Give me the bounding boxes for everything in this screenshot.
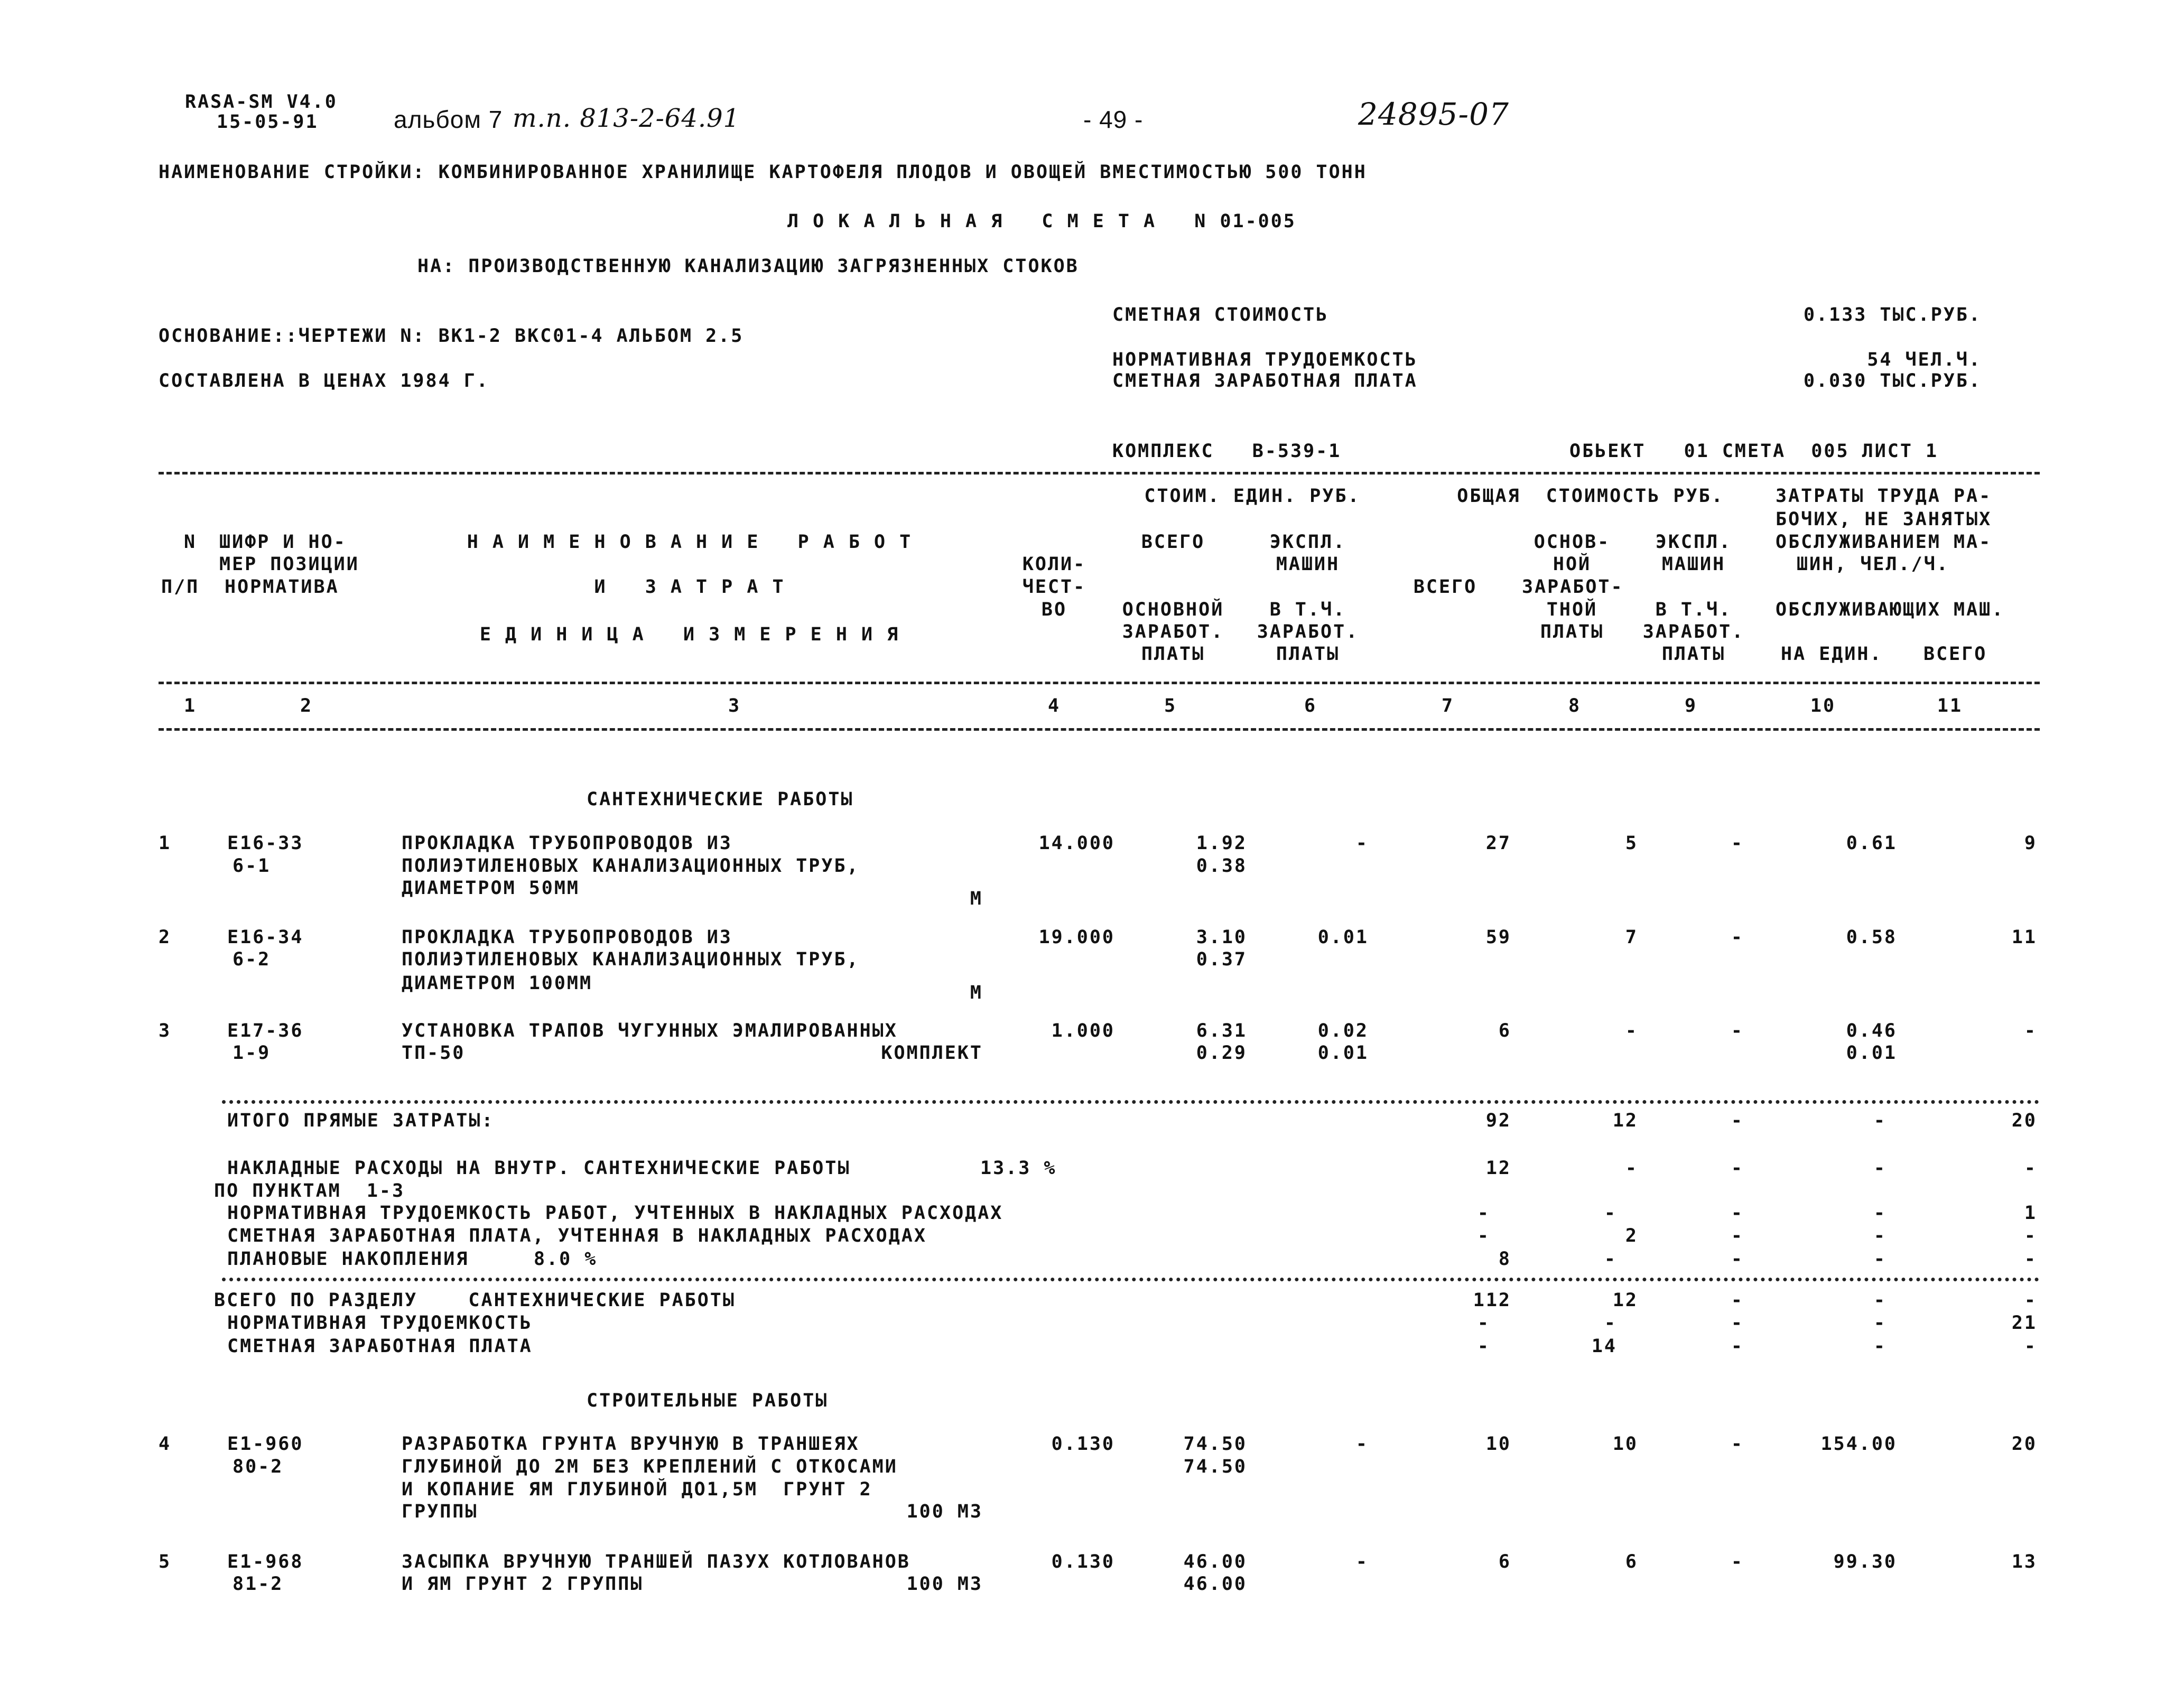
item-code: 81-2 (233, 1574, 284, 1595)
col1-header: П/П (161, 576, 200, 598)
item-wage-cost: 10 (1612, 1433, 1638, 1455)
section-total-wage: 12 (1612, 1290, 1638, 1311)
column-number: 5 (1164, 695, 1177, 716)
overhead-labor-c11: 1 (2024, 1203, 2037, 1224)
subtotal-rule (222, 1100, 2040, 1104)
numbers-bottom-rule (159, 728, 2040, 731)
column-number: 6 (1304, 695, 1317, 716)
item-name: ДИАМЕТРОМ 100ММ (402, 973, 593, 994)
overhead-labor-c7: - (1477, 1203, 1490, 1224)
overhead-labor-c8: - (1604, 1203, 1617, 1224)
item-name: ПРОКЛАДКА ТРУБОПРОВОДОВ ИЗ (402, 927, 732, 948)
item-name: ПОЛИЭТИЛЕНОВЫХ КАНАЛИЗАЦИОННЫХ ТРУБ, (402, 949, 860, 970)
col11-header: ВСЕГО (1923, 644, 1987, 665)
overhead-wage-label: СМЕТНАЯ ЗАРАБОТНАЯ ПЛАТА, УЧТЕННАЯ В НАКЛАДНЫХ РАСХОДАХ (227, 1225, 927, 1246)
summary-labor-label: НОРМАТИВНАЯ ТРУДОЕМКОСТЬ (1112, 349, 1418, 370)
savings-c11: - (2024, 1249, 2037, 1270)
section-labor-label: НОРМАТИВНАЯ ТРУДОЕМКОСТЬ (227, 1312, 533, 1334)
overhead-wage-c8: 2 (1625, 1225, 1638, 1246)
col1-header: N (183, 532, 197, 553)
overhead-scope: ПО ПУНКТАМ 1-3 (214, 1180, 405, 1202)
section-total-label: ВСЕГО ПО РАЗДЕЛУ САНТЕХНИЧЕСКИЕ РАБОТЫ (214, 1290, 736, 1311)
col2-header: ШИФР И НО- (219, 532, 347, 553)
item-unit-machines: - (1355, 1433, 1369, 1455)
section-labor-c11: 21 (2011, 1312, 2037, 1334)
item-wage-cost: - (1625, 1020, 1638, 1041)
item-number: 2 (159, 927, 172, 948)
estimate-title: Л О К А Л Ь Н А Я С М Е Т А N 01-005 (787, 211, 1296, 232)
item-name: И КОПАНИЕ ЯМ ГЛУБИНОЙ ДО1,5М ГРУНТ 2 (402, 1479, 872, 1500)
item-name: ПОЛИЭТИЛЕНОВЫХ КАНАЛИЗАЦИОННЫХ ТРУБ, (402, 855, 860, 877)
item-name: РАЗРАБОТКА ГРУНТА ВРУЧНУЮ В ТРАНШЕЯХ (402, 1433, 860, 1455)
summary-wage-value: 0.030 ТЫС.РУБ. (1803, 370, 1982, 392)
item-code: 80-2 (233, 1456, 284, 1477)
item-quantity: 1.000 (1051, 1020, 1115, 1041)
item-total-cost: 10 (1485, 1433, 1511, 1455)
overhead-labor: - (2024, 1158, 2037, 1179)
overhead-label: НАКЛАДНЫЕ РАСХОДЫ НА ВНУТР. САНТЕХНИЧЕСКИЕ РАБОТЫ (227, 1158, 851, 1179)
item-unit-wage: 74.50 (1183, 1456, 1247, 1477)
item-unit-total: 6.31 (1196, 1020, 1247, 1041)
item-number: 5 (159, 1551, 172, 1572)
header-top-rule (159, 472, 2040, 474)
section-total-labor-unit: - (1873, 1290, 1886, 1311)
prices-basis: СОСТАВЛЕНА В ЦЕНАХ 1984 Г. (159, 370, 489, 392)
item-code: 6-2 (233, 949, 271, 970)
item-code: Е16-33 (227, 833, 304, 854)
item-unit: 100 М3 (906, 1501, 983, 1522)
item-unit-wage: 0.38 (1196, 855, 1247, 877)
col9-header: ПЛАТЫ (1661, 644, 1726, 665)
col6-header: ПЛАТЫ (1276, 644, 1340, 665)
col6-header: МАШИН (1276, 554, 1340, 575)
item-quantity: 0.130 (1051, 1551, 1115, 1572)
col9-header: ЭКСПЛ. (1655, 532, 1732, 553)
column-number: 2 (300, 695, 313, 716)
item-quantity: 19.000 (1038, 927, 1115, 948)
item-labor-total: 20 (2011, 1433, 2037, 1455)
col5-header: ЗАРАБОТ. (1122, 621, 1224, 643)
item-code: 1-9 (233, 1042, 271, 1064)
total-cost-group-header: ОБЩАЯ СТОИМОСТЬ РУБ. (1457, 486, 1724, 507)
program-label: RASA-SM V4.0 (185, 91, 338, 113)
col8-header: ЗАРАБОТ- (1522, 576, 1624, 598)
item-quantity: 0.130 (1051, 1433, 1115, 1455)
overhead-cost: 12 (1485, 1158, 1511, 1179)
section-total-rule (222, 1278, 2040, 1281)
column-number: 4 (1047, 695, 1061, 716)
col3-header: И З А Т Р А Т (594, 576, 785, 598)
col2-header: МЕР ПОЗИЦИИ (219, 554, 359, 575)
col2-header: НОРМАТИВА (225, 576, 339, 598)
item-unit-machines: 0.01 (1317, 927, 1369, 948)
item-wage-cost: 7 (1625, 927, 1638, 948)
savings-label: ПЛАНОВЫЕ НАКОПЛЕНИЯ (227, 1249, 469, 1270)
col6-header: ЭКСПЛ. (1269, 532, 1346, 553)
savings-c10: - (1873, 1249, 1886, 1270)
item-total-cost: 59 (1485, 927, 1511, 948)
item-labor-per-unit: 0.61 (1846, 833, 1897, 854)
construction-name: НАИМЕНОВАНИЕ СТРОЙКИ: КОМБИНИРОВАННОЕ ХРАНИЛИЩЕ КАРТОФЕЛЯ ПЛОДОВ И ОВОЩЕЙ ВМЕСТИМОСТЬЮ 500 ТОНН (159, 162, 1367, 183)
item-machine-cost: - (1731, 1433, 1744, 1455)
complex-code: КОМПЛЕКС В-539-1 (1112, 441, 1342, 462)
column-number: 9 (1684, 695, 1698, 716)
overhead-wage-c7: - (1477, 1225, 1490, 1246)
item-number: 3 (159, 1020, 172, 1041)
col7-header: ВСЕГО (1413, 576, 1477, 598)
item-unit-machines-wage: 0.01 (1317, 1042, 1369, 1064)
item-code: Е16-34 (227, 927, 304, 948)
item-number: 1 (159, 833, 172, 854)
section-labor-c7: - (1477, 1312, 1490, 1334)
overhead-labor-c10: - (1873, 1203, 1886, 1224)
col8-header: ТНОЙ (1546, 599, 1598, 620)
item-unit-total: 74.50 (1183, 1433, 1247, 1455)
col3-header: Е Д И Н И Ц А И З М Е Р Е Н И Я (479, 624, 900, 645)
section-total-labor: - (2024, 1290, 2037, 1311)
item-code: Е1-968 (227, 1551, 304, 1572)
item-number: 4 (159, 1433, 172, 1455)
item-name: ТП-50 (402, 1042, 466, 1064)
col9-header: ЗАРАБОТ. (1642, 621, 1745, 643)
section-total-cost: 112 (1473, 1290, 1511, 1311)
overhead-machines: - (1731, 1158, 1744, 1179)
item-name: ЗАСЫПКА ВРУЧНУЮ ТРАНШЕЙ ПАЗУХ КОТЛОВАНОВ (402, 1551, 910, 1572)
item-machine-cost: - (1731, 1551, 1744, 1572)
item-name: УСТАНОВКА ТРАПОВ ЧУГУННЫХ ЭМАЛИРОВАННЫХ (402, 1020, 898, 1041)
item-labor-total: 13 (2011, 1551, 2037, 1572)
section-labor-c9: - (1731, 1312, 1744, 1334)
direct-total-wage: 12 (1612, 1110, 1638, 1131)
album-label: альбом 7 (394, 106, 503, 133)
item-unit: КОМПЛЕКТ (881, 1042, 983, 1064)
item-unit-wage: 0.29 (1196, 1042, 1247, 1064)
page-number: - 49 - (1083, 106, 1144, 133)
column-number: 10 (1810, 695, 1836, 716)
item-code: 6-1 (233, 855, 271, 877)
item-unit-machines: - (1355, 1551, 1369, 1572)
direct-total-labor: 20 (2011, 1110, 2037, 1131)
section-wage-c10: - (1873, 1336, 1886, 1357)
section-wage-label: СМЕТНАЯ ЗАРАБОТНАЯ ПЛАТА (227, 1336, 533, 1357)
overhead-wage-c11: - (2024, 1225, 2037, 1246)
col8-header: НОЙ (1553, 554, 1592, 575)
item-unit: М (970, 982, 983, 1003)
col4-header: ЧЕСТ- (1022, 576, 1086, 598)
item-machine-cost: - (1731, 927, 1744, 948)
col8-header: ОСНОВ- (1534, 532, 1611, 553)
col5-header: ПЛАТЫ (1141, 644, 1205, 665)
section-wage-c11: - (2024, 1336, 2037, 1357)
summary-cost-value: 0.133 ТЫС.РУБ. (1803, 304, 1982, 325)
savings-rate: 8.0 % (534, 1249, 598, 1270)
labor-group-header: ОБСЛУЖИВАНИЕМ МА- (1776, 532, 1992, 553)
column-number: 11 (1937, 695, 1963, 716)
item-wage-cost: 6 (1625, 1551, 1638, 1572)
section-total-machines: - (1731, 1290, 1744, 1311)
overhead-wage-c9: - (1731, 1225, 1744, 1246)
item-name: ГРУППЫ (402, 1501, 478, 1522)
item-unit-total: 3.10 (1196, 927, 1247, 948)
item-unit: М (970, 888, 983, 909)
labor-group-header: ОБСЛУЖИВАЮЩИХ МАШ. (1776, 599, 2005, 620)
section-title: СТРОИТЕЛЬНЫЕ РАБОТЫ (587, 1390, 829, 1411)
section-wage-c8: 14 (1591, 1336, 1617, 1357)
basis-line: ОСНОВАНИЕ::ЧЕРТЕЖИ N: ВК1-2 ВКС01-4 АЛЬБОМ 2.5 (159, 325, 744, 347)
col8-header: ПЛАТЫ (1540, 621, 1604, 643)
col5-header: ВСЕГО (1141, 532, 1205, 553)
column-number: 8 (1568, 695, 1582, 716)
direct-total-cost: 92 (1485, 1110, 1511, 1131)
item-unit-wage: 0.37 (1196, 949, 1247, 970)
savings-c9: - (1731, 1249, 1744, 1270)
estimate-subject: НА: ПРОИЗВОДСТВЕННУЮ КАНАЛИЗАЦИЮ ЗАГРЯЗНЕННЫХ СТОКОВ (417, 256, 1079, 277)
item-machine-cost: - (1731, 1020, 1744, 1041)
overhead-wage-c10: - (1873, 1225, 1886, 1246)
col3-header: Н А И М Е Н О В А Н И Е Р А Б О Т (467, 532, 913, 553)
direct-total-labor-unit: - (1873, 1110, 1886, 1131)
column-number: 3 (728, 695, 741, 716)
document-number: 24895-07 (1358, 96, 1509, 132)
item-labor-per-unit: 99.30 (1833, 1551, 1897, 1572)
item-quantity: 14.000 (1038, 833, 1115, 854)
overhead-labor-c9: - (1731, 1203, 1744, 1224)
item-name: ГЛУБИНОЙ ДО 2М БЕЗ КРЕПЛЕНИЙ С ОТКОСАМИ (402, 1456, 898, 1477)
summary-wage-label: СМЕТНАЯ ЗАРАБОТНАЯ ПЛАТА (1112, 370, 1418, 392)
labor-group-header: ЗАТРАТЫ ТРУДА РА- (1776, 486, 1992, 507)
overhead-wage: - (1625, 1158, 1638, 1179)
album-code: т.п. 813-2-64.91 (513, 104, 740, 133)
program-date: 15-05-91 (217, 111, 319, 133)
col6-header: ЗАРАБОТ. (1257, 621, 1359, 643)
col6-header: В Т.Ч. (1269, 599, 1346, 620)
labor-group-header: ШИН, ЧЕЛ./Ч. (1797, 554, 1949, 575)
item-labor-total: 11 (2011, 927, 2037, 948)
item-wage-cost: 5 (1625, 833, 1638, 854)
section-wage-c9: - (1731, 1336, 1744, 1357)
summary-labor-value: 54 ЧЕЛ.Ч. (1867, 349, 1982, 370)
column-number: 1 (183, 695, 197, 716)
object-sheet: ОБЬЕКТ 01 СМЕТА 005 ЛИСТ 1 (1569, 441, 1939, 462)
col4-header: КОЛИ- (1022, 554, 1086, 575)
item-name: И ЯМ ГРУНТ 2 ГРУППЫ (402, 1574, 644, 1595)
section-wage-c7: - (1477, 1336, 1490, 1357)
labor-group-header: БОЧИХ, НЕ ЗАНЯТЫХ (1776, 509, 1992, 530)
overhead-labor-label: НОРМАТИВНАЯ ТРУДОЕМКОСТЬ РАБОТ, УЧТЕННЫХ В НАКЛАДНЫХ РАСХОДАХ (227, 1203, 1003, 1224)
direct-total-machines: - (1731, 1110, 1744, 1131)
item-total-cost: 27 (1485, 833, 1511, 854)
item-labor-per-unit: 0.58 (1846, 927, 1897, 948)
col9-header: МАШИН (1661, 554, 1726, 575)
column-number: 7 (1441, 695, 1455, 716)
item-code: Е1-960 (227, 1433, 304, 1455)
section-title: САНТЕХНИЧЕСКИЕ РАБОТЫ (587, 789, 854, 810)
section-labor-c8: - (1604, 1312, 1617, 1334)
direct-total-label: ИТОГО ПРЯМЫЕ ЗАТРАТЫ: (227, 1110, 495, 1131)
item-unit-machines: - (1355, 833, 1369, 854)
item-machine-cost: - (1731, 833, 1744, 854)
header-bottom-rule (159, 682, 2040, 684)
overhead-labor-unit: - (1873, 1158, 1886, 1179)
overhead-rate: 13.3 % (980, 1158, 1057, 1179)
col5-header: ОСНОВНОЙ (1122, 599, 1224, 620)
item-labor-per-unit: 154.00 (1820, 1433, 1897, 1455)
summary-cost-label: СМЕТНАЯ СТОИМОСТЬ (1112, 304, 1329, 325)
item-unit-wage: 46.00 (1183, 1574, 1247, 1595)
savings-c7: 8 (1498, 1249, 1511, 1270)
item-name: ПРОКЛАДКА ТРУБОПРОВОДОВ ИЗ (402, 833, 732, 854)
col4-header: ВО (1041, 599, 1067, 620)
col10-header: НА ЕДИН. (1781, 644, 1883, 665)
item-total-cost: 6 (1498, 1020, 1511, 1041)
item-unit: 100 М3 (906, 1574, 983, 1595)
item-total-cost: 6 (1498, 1551, 1511, 1572)
item-labor-machines: 0.01 (1846, 1042, 1897, 1064)
item-unit-total: 46.00 (1183, 1551, 1247, 1572)
savings-c8: - (1604, 1249, 1617, 1270)
item-code: Е17-36 (227, 1020, 304, 1041)
item-labor-total: 9 (2024, 833, 2037, 854)
item-labor-per-unit: 0.46 (1846, 1020, 1897, 1041)
item-name: ДИАМЕТРОМ 50ММ (402, 878, 580, 899)
item-labor-total: - (2024, 1020, 2037, 1041)
col9-header: В Т.Ч. (1655, 599, 1732, 620)
item-unit-machines: 0.02 (1317, 1020, 1369, 1041)
section-labor-c10: - (1873, 1312, 1886, 1334)
unit-cost-group-header: СТОИМ. ЕДИН. РУБ. (1144, 486, 1361, 507)
item-unit-total: 1.92 (1196, 833, 1247, 854)
